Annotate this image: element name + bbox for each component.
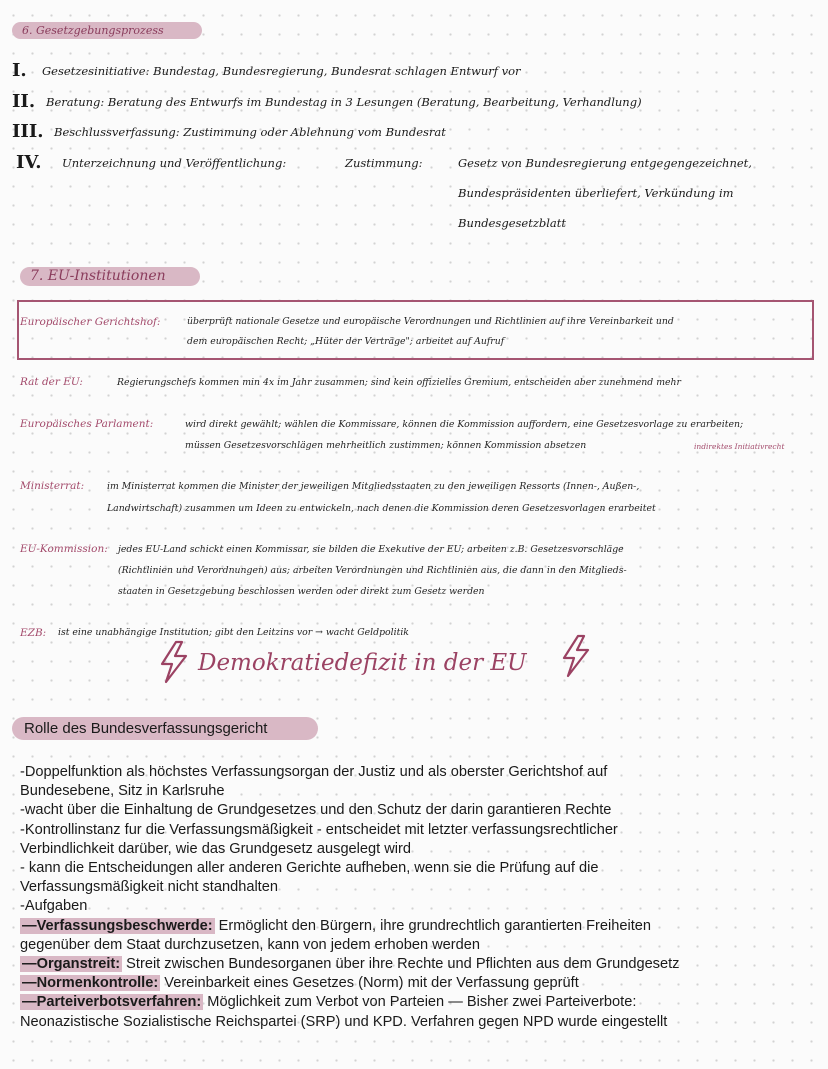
item-1-num: I. (12, 60, 27, 81)
bverfg-line: Bundesebene, Sitz in Karlsruhe (20, 783, 225, 800)
parlament-note: indirektes Initiativrecht (694, 442, 785, 451)
parlament-line-2: müssen Gesetzesvorschlägen mehrheitlich zustimmen; können Kommission absetzen (185, 440, 587, 451)
task-text: Vereinbarkeit eines Gesetzes (Norm) mit der Verfassung geprüft (160, 975, 579, 992)
bverfg-heading: Rolle des Bundesverfassungsgericht (12, 717, 318, 740)
democracy-deficit-slogan: Demokratiedefizit in der EU (198, 650, 527, 676)
kommission-line-3: staaten in Gesetzgebung beschlossen werden oder direkt zum Gesetz werden (118, 586, 485, 597)
rat-line-1: Regierungschefs kommen min 4x im Jahr zusammen; sind kein offizielles Gremium, entscheiden aber zunehmend mehr (117, 377, 681, 388)
item-4-detail-1: Gesetz von Bundesregierung entgegengezeichnet, (458, 156, 752, 170)
section6-heading: 6. Gesetzgebungsprozess (12, 22, 202, 39)
parlament-label: Europäisches Parlament: (20, 418, 154, 430)
task-normenkontrolle (20, 974, 800, 993)
item-3-text: Beschlussverfassung: Zustimmung oder Ablehnung vom Bundesrat (54, 125, 446, 139)
item-4-text: Unterzeichnung und Veröffentlichung: (62, 156, 287, 170)
bverfg-line: -Kontrollinstanz fur die Verfassungsmäßigkeit - entscheidet mit letzter verfassungsrechtlicher (20, 821, 618, 838)
task-term: —Verfassungsbeschwerde: (22, 917, 213, 934)
eugh-box (17, 300, 814, 360)
task-verfassungsbeschwerde (20, 917, 800, 936)
item-3-num: III. (12, 121, 44, 142)
item-4-detail-label: Zustimmung: (345, 156, 423, 170)
item-4-detail-3: Bundesgesetzblatt (458, 216, 567, 230)
bverfg-body (20, 763, 800, 1032)
parlament-line-1: wird direkt gewählt; wählen die Kommissare, können die Kommission auffordern, eine Gesetzesvorlage zu erarbeiten; (185, 419, 744, 430)
ministerrat-label: Ministerrat: (20, 480, 85, 492)
task-parteiverbotsverfahren (20, 993, 800, 1012)
eugh-line-2: dem europäischen Recht; „Hüter der Verträge"; arbeitet auf Aufruf (187, 336, 505, 347)
task-term: —Organstreit: (22, 956, 121, 973)
lightning-icon-left (156, 640, 192, 684)
eugh-label: Europäischer Gerichtshof: (20, 316, 161, 328)
bverfg-line: -wacht über die Einhaltung de Grundgesetzes und den Schutz der darin garantieren Rechte (20, 802, 612, 819)
eugh-line-1: überprüft nationale Gesetze und europäische Verordnungen und Richtlinien auf ihre Vereinbarkeit und (187, 316, 674, 327)
task-term: —Parteiverbotsverfahren: (22, 994, 202, 1011)
ezb-label: EZB: (20, 627, 47, 639)
item-2-num: II. (12, 91, 36, 112)
task-text: Streit zwischen Bundesorganen über ihre Rechte und Pflichten aus dem Grundgesetz (122, 956, 680, 973)
bverfg-line: -Aufgaben (20, 898, 88, 915)
task-text: Ermöglicht den Bürgern, ihre grundrechtlich garantierten Freiheiten (214, 917, 652, 934)
task-verfassungsbeschwerde-cont: gegenüber dem Staat durchzusetzen, kann von jedem erhoben werden (20, 936, 481, 953)
rat-label: Rat der EU: (20, 376, 83, 388)
kommission-label: EU-Kommission: (20, 543, 108, 555)
ezb-line-1: ist eine unabhängige Institution; gibt den Leitzins vor → wacht Geldpolitik (58, 627, 409, 638)
bverfg-line: -Doppelfunktion als höchstes Verfassungsorgan der Justiz und als oberster Gerichtshof auf (20, 764, 608, 780)
item-4-num: IV. (16, 152, 42, 173)
kommission-line-2: (Richtlinien und Verordnungen) aus; arbeiten Verordnungen und Richtlinien aus, die dann in den Mitglieds- (118, 565, 627, 576)
lightning-icon-right (556, 634, 592, 678)
task-term: —Normenkontrolle: (22, 975, 159, 992)
ministerrat-line-2: Landwirtschaft) zusammen um Ideen zu entwickeln, nach denen die Kommission deren Gesetzesvorlagen erarbeitet (107, 503, 656, 514)
item-4-detail-2: Bundespräsidenten überliefert, Verkündung im (458, 186, 734, 200)
item-1-text: Gesetzesinitiative: Bundestag, Bundesregierung, Bundesrat schlagen Entwurf vor (42, 64, 521, 78)
item-2-text: Beratung: Beratung des Entwurfs im Bundestag in 3 Lesungen (Beratung, Bearbeitung, Verhandlung) (46, 95, 642, 109)
kommission-line-1: jedes EU-Land schickt einen Kommissar, sie bilden die Exekutive der EU; arbeiten z.B. Gesetzesvorschläge (118, 544, 624, 555)
bverfg-line: - kann die Entscheidungen aller anderen Gerichte aufheben, wenn sie die Prüfung auf die (20, 860, 599, 877)
task-organstreit (20, 955, 800, 974)
bverfg-line: Verbindlichkeit darüber, wie das Grundgesetz ausgelegt wird (20, 840, 412, 857)
task-text: Möglichkeit zum Verbot von Parteien — Bisher zwei Parteiverbote: (203, 994, 637, 1011)
ministerrat-line-1: im Ministerrat kommen die Minister der jeweiligen Mitgliedsstaaten zu den jeweiligen Ressorts (Innen-, Außen-, (107, 481, 640, 492)
bverfg-line: Verfassungsmäßigkeit nicht standhalten (20, 879, 278, 896)
section7-heading: 7. EU-Institutionen (20, 267, 200, 286)
task-parteiverbotsverfahren-cont: Neonazistische Sozialistische Reichspartei (SRP) und KPD. Verfahren gegen NPD wurde eingestellt (20, 1013, 668, 1030)
